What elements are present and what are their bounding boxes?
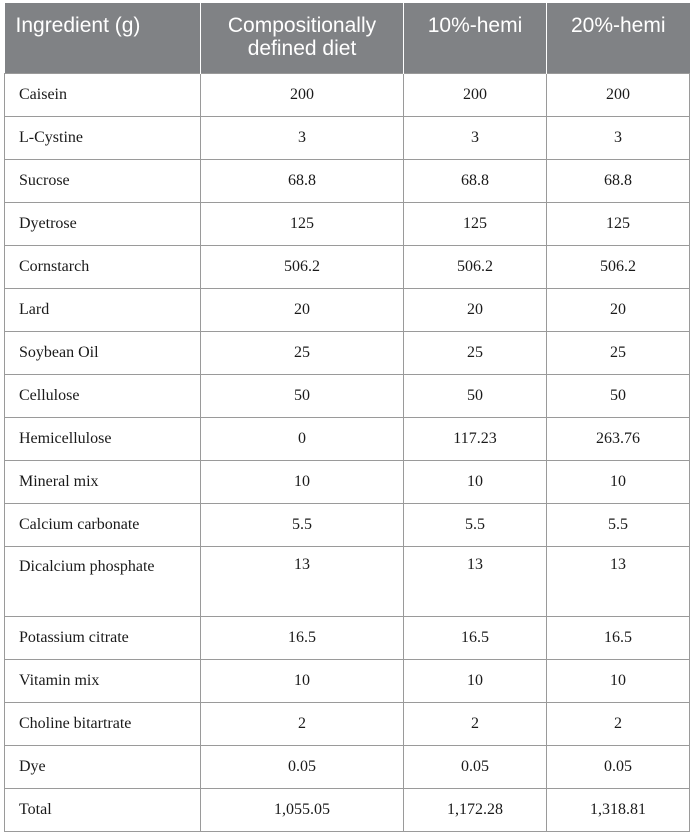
table-row [5,73,690,116]
cdd-value: 0 [201,417,404,460]
hemi20-value: 20 [547,288,690,331]
hemi10-value: 5.5 [404,503,547,546]
hemi20-value: 16.5 [547,616,690,659]
table-row [5,374,690,417]
hemi10-value: 1,172.28 [404,788,547,831]
hemi20-value: 10 [547,659,690,702]
table-row [5,159,690,202]
hemi20-value: 5.5 [547,503,690,546]
table-row [5,288,690,331]
table-row [5,503,690,546]
header-compositionally-defined-diet: Compositionally defined diet [201,3,404,73]
cdd-value: 3 [201,116,404,159]
table-row [5,616,690,659]
cdd-value: 2 [201,702,404,745]
cdd-value: 68.8 [201,159,404,202]
hemi10-value: 125 [404,202,547,245]
hemi10-value: 200 [404,73,547,116]
diet-composition-table [4,3,690,832]
table-row [5,245,690,288]
hemi10-value: 117.23 [404,417,547,460]
header-20-hemi: 20%-hemi [547,3,690,73]
cdd-value: 10 [201,460,404,503]
table-row [5,546,690,616]
cdd-value: 1,055.05 [201,788,404,831]
table-body [5,73,690,831]
header-ingredient: Ingredient (g) [5,3,201,73]
hemi10-value: 3 [404,116,547,159]
ingredient-name: Cornstarch [5,245,201,288]
hemi20-value: 50 [547,374,690,417]
hemi10-value: 0.05 [404,745,547,788]
ingredient-name: Dicalcium phosphate [5,546,201,616]
hemi10-value: 20 [404,288,547,331]
table-row-total [5,788,690,831]
hemi20-value: 0.05 [547,745,690,788]
hemi10-value: 16.5 [404,616,547,659]
hemi20-value: 1,318.81 [547,788,690,831]
cdd-value: 200 [201,73,404,116]
ingredient-name: Choline bitartrate [5,702,201,745]
table-row [5,460,690,503]
cdd-value: 0.05 [201,745,404,788]
hemi10-value: 68.8 [404,159,547,202]
hemi10-value: 10 [404,659,547,702]
hemi10-value: 2 [404,702,547,745]
ingredient-name: Dye [5,745,201,788]
hemi10-value: 506.2 [404,245,547,288]
ingredient-name: Dyetrose [5,202,201,245]
table-header [5,3,690,73]
cdd-value: 20 [201,288,404,331]
ingredient-name: Vitamin mix [5,659,201,702]
cdd-value: 125 [201,202,404,245]
ingredient-name: Calcium carbonate [5,503,201,546]
ingredient-name: Total [5,788,201,831]
table-row [5,331,690,374]
hemi20-value: 506.2 [547,245,690,288]
cdd-value: 13 [201,546,404,616]
ingredient-name: Lard [5,288,201,331]
ingredient-name: Mineral mix [5,460,201,503]
table-row [5,745,690,788]
cdd-value: 25 [201,331,404,374]
cdd-value: 16.5 [201,616,404,659]
ingredient-name: Cellulose [5,374,201,417]
cdd-value: 50 [201,374,404,417]
ingredient-name: Sucrose [5,159,201,202]
table-row [5,702,690,745]
hemi20-value: 2 [547,702,690,745]
hemi20-value: 10 [547,460,690,503]
ingredient-name: Caisein [5,73,201,116]
hemi20-value: 125 [547,202,690,245]
table-row [5,116,690,159]
ingredient-name: Soybean Oil [5,331,201,374]
cdd-value: 10 [201,659,404,702]
ingredient-name: Potassium citrate [5,616,201,659]
cdd-value: 506.2 [201,245,404,288]
ingredient-name: Hemicellulose [5,417,201,460]
hemi20-value: 25 [547,331,690,374]
table-row [5,417,690,460]
table-row [5,659,690,702]
hemi20-value: 68.8 [547,159,690,202]
hemi10-value: 13 [404,546,547,616]
header-row [5,3,690,73]
cdd-value: 5.5 [201,503,404,546]
table-row [5,202,690,245]
header-10-hemi: 10%-hemi [404,3,547,73]
hemi20-value: 13 [547,546,690,616]
hemi20-value: 200 [547,73,690,116]
hemi10-value: 25 [404,331,547,374]
hemi20-value: 263.76 [547,417,690,460]
ingredient-name: L-Cystine [5,116,201,159]
hemi10-value: 10 [404,460,547,503]
hemi20-value: 3 [547,116,690,159]
hemi10-value: 50 [404,374,547,417]
